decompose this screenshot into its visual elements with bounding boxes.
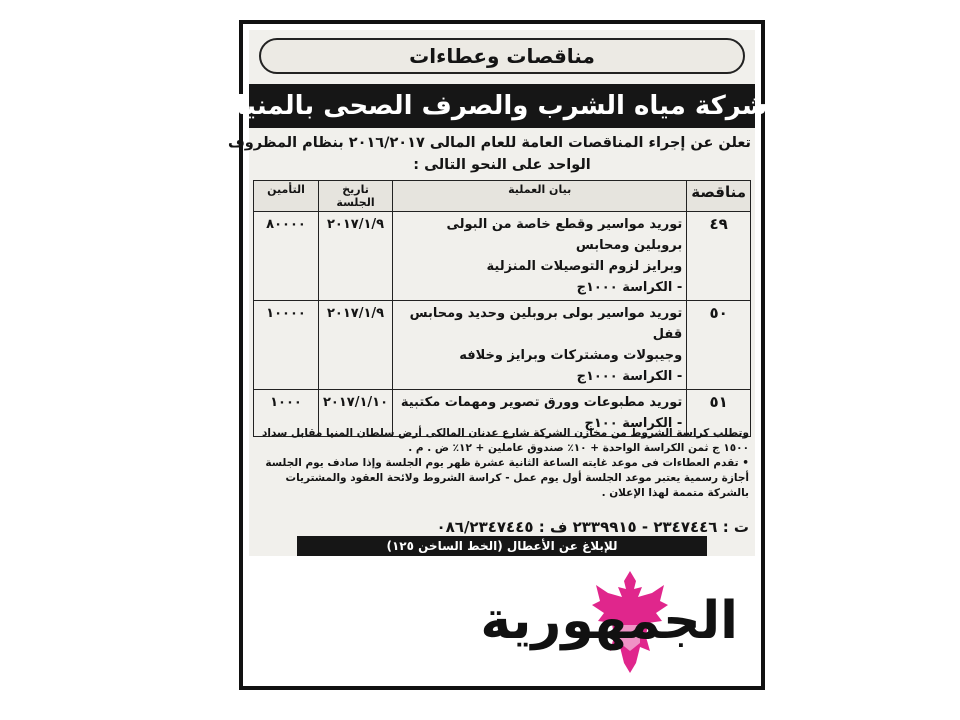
session-date: ٢٠١٧/١/٩ [319,301,393,390]
intro-line-1: تعلن عن إجراء المناقصات العامة للعام المالى ٢٠١٦/٢٠١٧ بنظام المظروف [227,135,751,151]
operation-line: توريد مطبوعات وورق تصوير ومهمات مكتبية [400,395,683,410]
session-date: ٢٠١٧/١/٩ [319,212,393,301]
operation-description [393,301,687,390]
operation-line: وجيبولات ومشتركات وبرايز وخلافه [459,348,683,363]
header-operation: بيان العملية [393,181,687,212]
tender-number: ٥١ [687,390,751,437]
insurance-amount: ٨٠٠٠٠ [254,212,319,301]
operation-line: وبرايز لزوم التوصيلات المنزلية [486,259,683,274]
operation-line: توريد مواسير وقطع خاصة من البولى بروبلين ومحابس [446,217,683,253]
page-frame [227,20,768,690]
booklet-price: - الكراسة ١٠٠٠ج [576,369,683,384]
newspaper-name: الجمهورية [480,591,738,651]
table-header-row [254,181,751,212]
terms-notes [255,426,749,501]
tender-number: ٥٠ [687,301,751,390]
operation-description [393,212,687,301]
terms-note: وتطلب كراسة الشروط من مخازن الشركة شارع عدنان المالكى أرض سلطان المنيا مقابل سداد ١٥٠٠ ج ثمن الكراسة الواحدة + ١٠٪ صندوق عاملين + ١٢٪ ض . م . [261,427,749,454]
booklet-price: - الكراسة ١٠٠ج [584,416,683,431]
contact-phones: ت : ٢٣٤٧٤٤٦ - ٢٣٣٩٩١٥ ف : ٠٨٦/٢٣٤٧٤٤٥ [436,518,749,536]
tender-number: ٤٩ [687,212,751,301]
company-name: شركة مياه الشرب والصرف الصحى بالمنيا [249,84,755,128]
operation-line: توريد مواسير بولى بروبلين وحديد ومحابس قفل [409,306,683,342]
insurance-amount: ١٠٠٠٠ [254,301,319,390]
booklet-price: - الكراسة ١٠٠٠ج [576,280,683,295]
ad-clipping [227,30,768,556]
tenders-table [253,180,751,437]
header-tender: مناقصة [687,181,751,212]
header-session-date: تاريخ الجلسة [319,181,393,212]
header-insurance: التأمين [254,181,319,212]
insurance-amount: ١٠٠٠ [254,390,319,437]
newspaper-logo [480,561,754,684]
table-row [254,212,751,301]
section-title: مناقصات وعطاءات [259,38,745,74]
table-row [254,301,751,390]
terms-note: • تقدم العطاءات فى موعد غايته الساعة الثانية عشرة ظهر يوم الجلسة وإذا صادف يوم الجلسة أجازة رسمية يعتبر موعد الجلسة أول يوم عمل - كراسة الشروط ولائحة العقود والمشتريات بالشركة متممة لهذا الإعلان . [265,457,749,499]
intro-text [227,132,751,176]
session-date: ٢٠١٧/١/١٠ [319,390,393,437]
hotline-banner: للإبلاغ عن الأعطال (الخط الساخن ١٢٥) [297,536,707,556]
intro-line-2: الواحد على النحو التالى : [413,157,591,173]
